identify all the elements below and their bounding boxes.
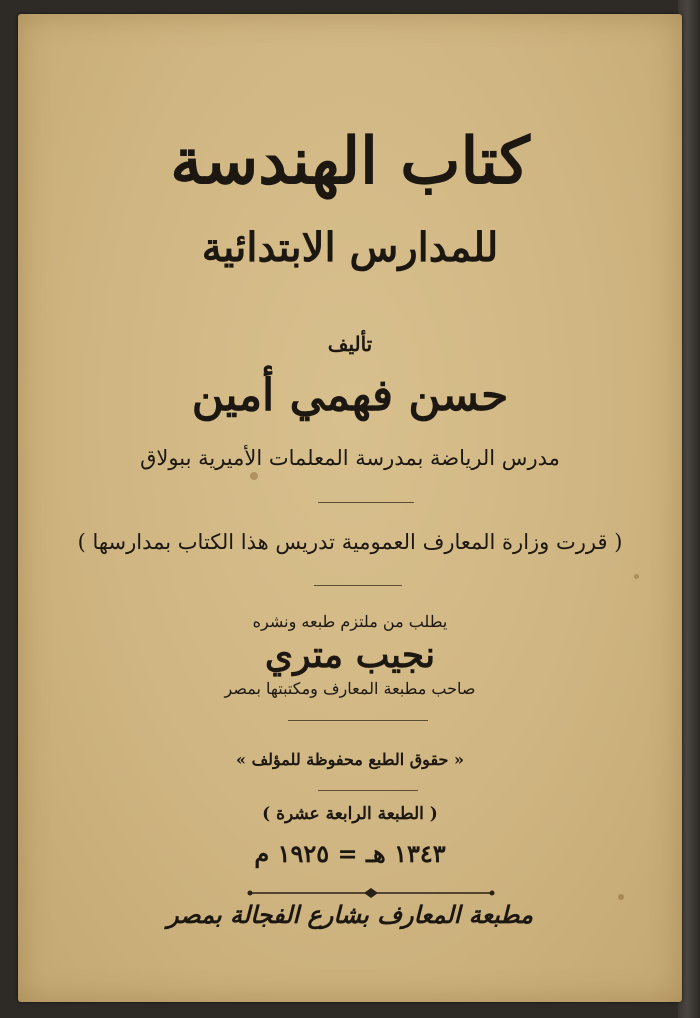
foxing-spot (250, 472, 258, 480)
publication-date: ١٣٤٣ هـ = ١٩٢٥ م (254, 839, 446, 868)
ornamental-rule-icon (246, 886, 496, 900)
ministry-decree: ( قررت وزارة المعارف العمومية تدريس هذا الكتاب بمدارسها ) (77, 530, 623, 554)
author-name: حسن فهمي أمين (191, 370, 509, 421)
divider (288, 720, 428, 721)
printing-press: مطبعة المعارف بشارع الفجالة بمصر (167, 900, 533, 929)
edition-label: ( الطبعة الرابعة عشرة ) (262, 804, 438, 824)
book-cover-page (18, 14, 682, 1002)
book-subtitle: للمدارس الابتدائية (201, 224, 499, 271)
divider (318, 790, 418, 791)
author-role: مدرس الرياضة بمدرسة المعلمات الأميرية ببولاق (140, 446, 560, 470)
copyright-notice: « حقوق الطبع محفوظة للمؤلف » (236, 750, 464, 769)
divider (314, 585, 402, 586)
authored-by-label: تأليف (327, 332, 373, 356)
publisher-name: نجيب متري (264, 634, 436, 676)
book-title: كتاب الهندسة (170, 124, 530, 199)
divider (318, 502, 414, 503)
publisher-title: صاحب مطبعة المعارف ومكتبتها بمصر (224, 679, 476, 698)
foxing-spot (634, 574, 639, 579)
request-note: يطلب من ملتزم طبعه ونشره (252, 612, 448, 631)
